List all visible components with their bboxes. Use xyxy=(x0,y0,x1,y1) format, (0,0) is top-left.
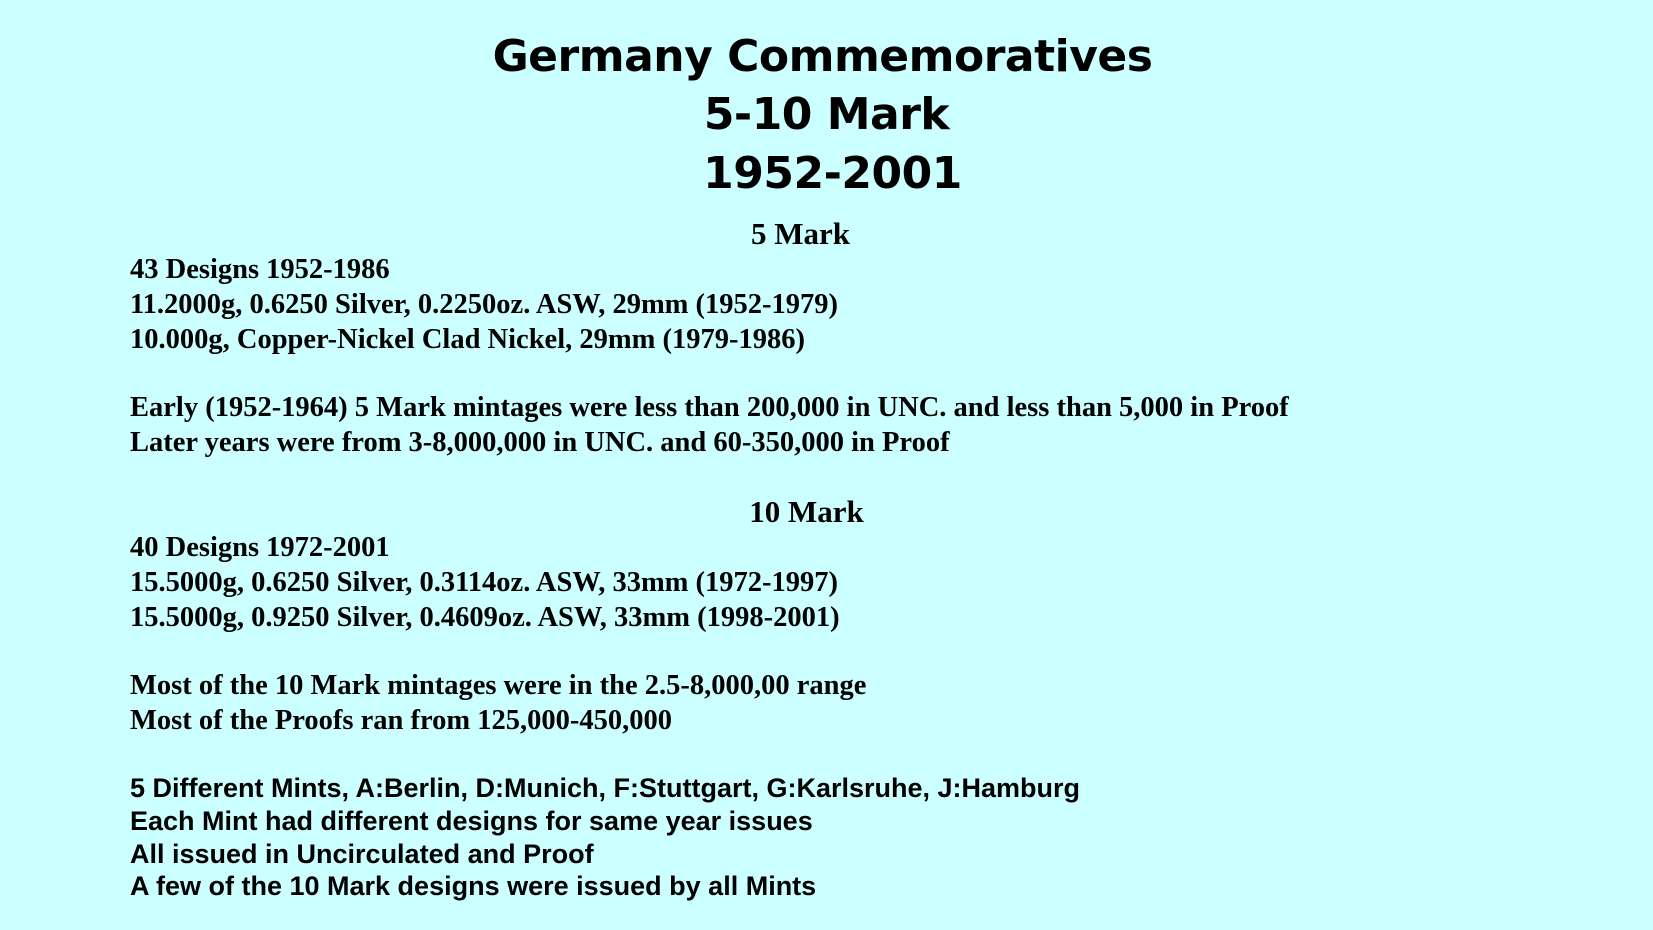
mints-line-3: All issued in Uncirculated and Proof xyxy=(130,839,594,869)
five-mark-mintage-later: Later years were from 3-8,000,000 in UNC. and 60-350,000 in Proof xyxy=(130,427,950,458)
mints-line-1: 5 Different Mints, A:Berlin, D:Munich, F:Stuttgart, G:Karlsruhe, J:Hamburg xyxy=(130,773,1081,803)
title-line-2: 5-10 Mark xyxy=(703,89,950,140)
five-mark-heading: 5 Mark xyxy=(750,216,850,251)
title-line-3: 1952-2001 xyxy=(703,148,962,199)
five-mark-spec-nickel: 10.000g, Copper-Nickel Clad Nickel, 29mm (1979-1986) xyxy=(130,324,805,355)
five-mark-spec-silver: 11.2000g, 0.6250 Silver, 0.2250oz. ASW, 29mm (1952-1979) xyxy=(130,289,839,320)
five-mark-designs: 43 Designs 1952-1986 xyxy=(130,254,390,285)
ten-mark-mintage-range: Most of the 10 Mark mintages were in the 2.5-8,000,00 range xyxy=(130,670,867,701)
ten-mark-heading: 10 Mark xyxy=(749,494,864,529)
ten-mark-designs: 40 Designs 1972-2001 xyxy=(130,532,390,563)
ten-mark-proof-range: Most of the Proofs ran from 125,000-450,000 xyxy=(130,705,672,736)
ten-mark-spec-625: 15.5000g, 0.6250 Silver, 0.3114oz. ASW, 33mm (1972-1997) xyxy=(130,567,839,598)
title-line-1: Germany Commemoratives xyxy=(492,31,1153,82)
mints-line-4: A few of the 10 Mark designs were issued by all Mints xyxy=(130,871,817,901)
five-mark-mintage-early: Early (1952-1964) 5 Mark mintages were less than 200,000 in UNC. and less than 5,000 in Proof xyxy=(130,392,1289,423)
mints-line-2: Each Mint had different designs for same year issues xyxy=(130,806,813,836)
ten-mark-spec-925: 15.5000g, 0.9250 Silver, 0.4609oz. ASW, 33mm (1998-2001) xyxy=(130,602,840,633)
